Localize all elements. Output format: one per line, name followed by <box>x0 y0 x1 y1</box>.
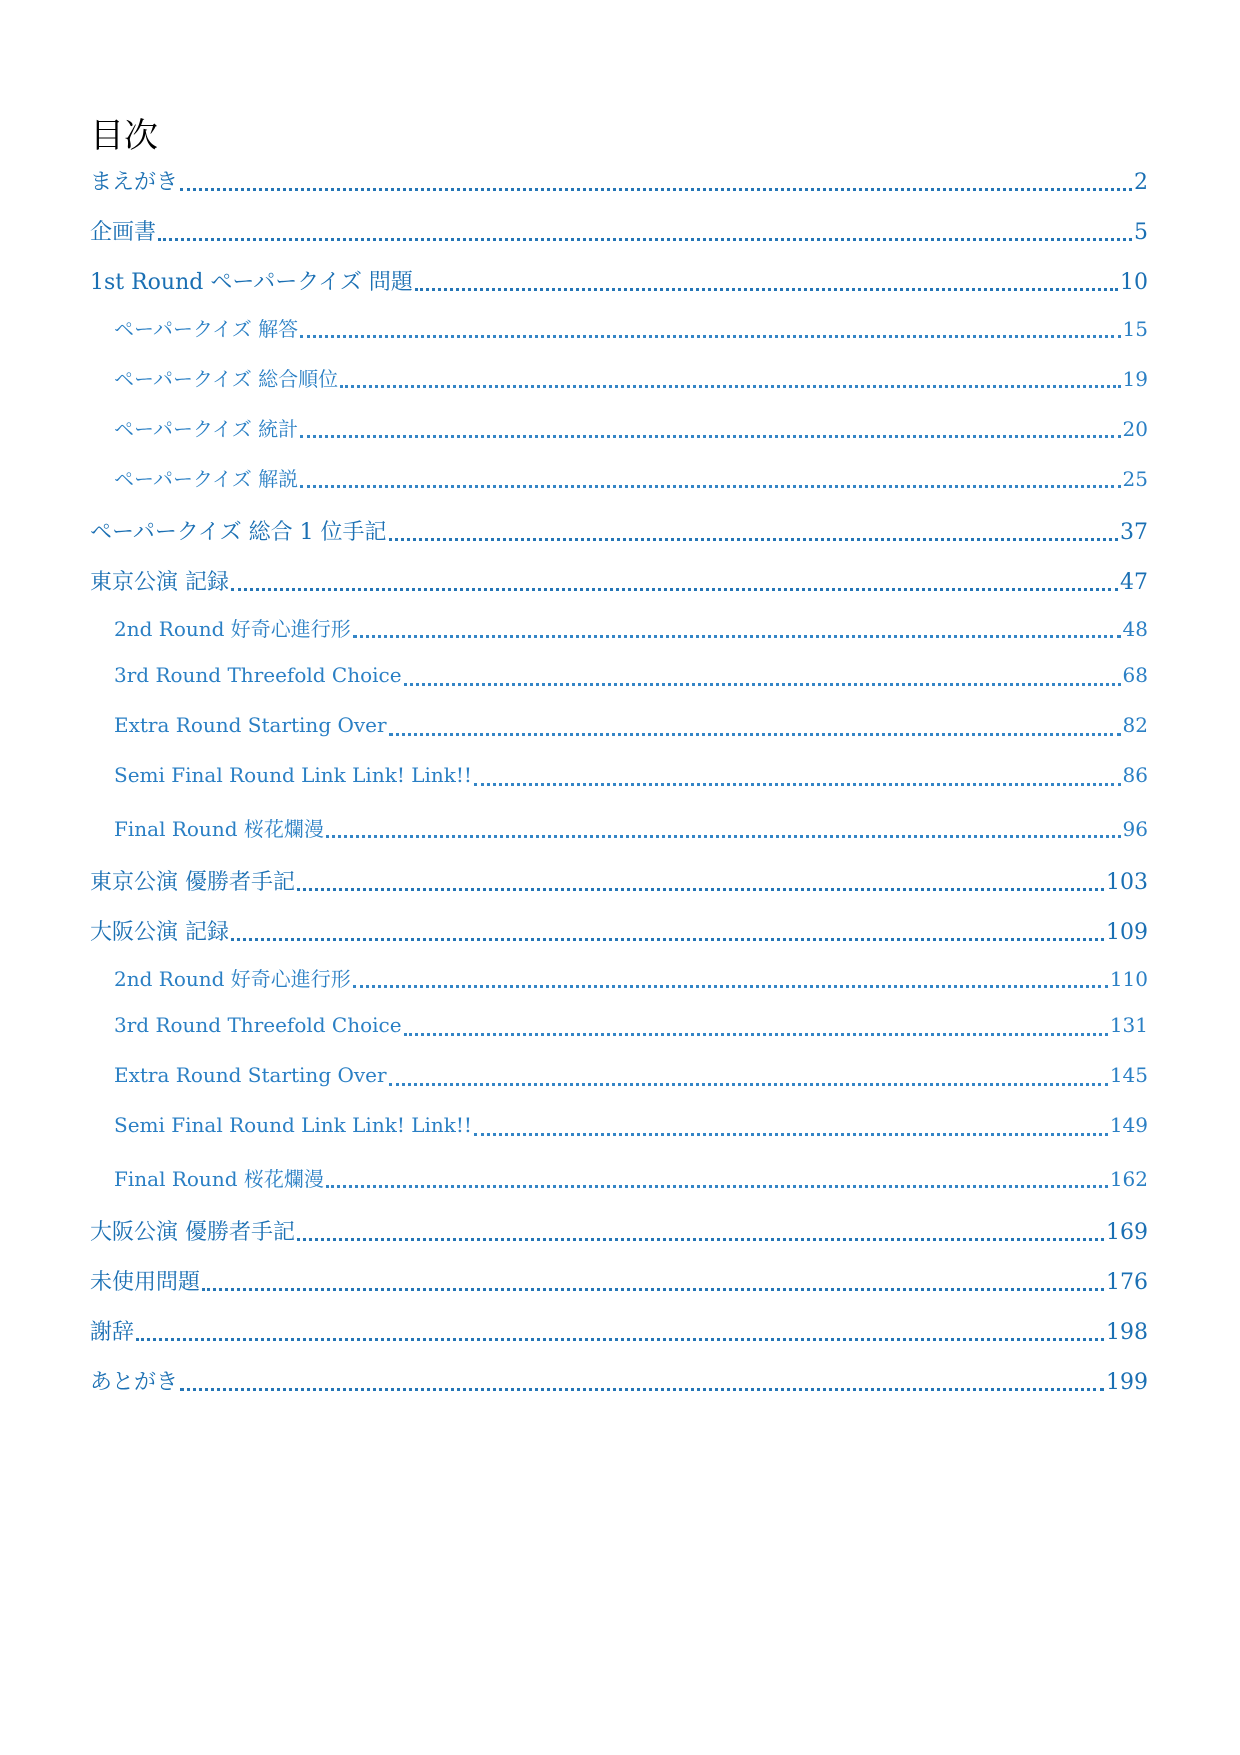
toc-entry-label: 3rd Round Threefold Choice <box>114 1013 402 1037</box>
dot-leader <box>300 335 1120 338</box>
toc-entry[interactable] <box>90 1365 1148 1396</box>
toc-entry-page: 199 <box>1106 1370 1148 1395</box>
toc-subentry[interactable] <box>114 363 1148 392</box>
toc-entry-label: ペーパークイズ 総合 1 位手記 <box>90 520 387 545</box>
toc-entry-label: 東京公演 記録 <box>90 570 229 595</box>
toc-entry-label: 3rd Round Threefold Choice <box>114 663 402 687</box>
toc-entry-page: 131 <box>1109 1013 1148 1037</box>
toc-entry-label: Semi Final Round Link Link! Link!! <box>114 1113 472 1137</box>
dot-leader <box>389 1083 1108 1086</box>
toc-entry-label: ペーパークイズ 解説 <box>114 467 299 491</box>
toc-entry-label: まえがき <box>90 170 179 195</box>
toc-entry-page: 47 <box>1120 570 1148 595</box>
toc-subentry[interactable] <box>114 813 1148 842</box>
toc-entry-label: Extra Round Starting Over <box>114 713 387 737</box>
toc-entry-page: 20 <box>1122 417 1148 441</box>
dot-leader <box>297 888 1104 891</box>
toc-entry-label: 2nd Round 好奇心進行形 <box>114 967 351 991</box>
toc-entry-page: 169 <box>1106 1220 1148 1245</box>
toc-subentry[interactable] <box>114 663 1148 687</box>
dot-leader <box>202 1288 1104 1291</box>
toc-entry[interactable] <box>90 265 1148 296</box>
toc-entry-label: 企画書 <box>90 220 157 245</box>
toc-entry[interactable] <box>90 165 1148 196</box>
dot-leader <box>297 1238 1104 1241</box>
toc-entry[interactable] <box>90 865 1148 896</box>
toc-entry-page: 37 <box>1120 520 1148 545</box>
toc-entry[interactable] <box>90 1215 1148 1246</box>
toc-entry-page: 5 <box>1134 220 1148 245</box>
toc-entry-page: 145 <box>1109 1063 1148 1087</box>
toc-entry-page: 82 <box>1122 713 1148 737</box>
toc-entry-page: 96 <box>1122 817 1148 841</box>
dot-leader <box>180 188 1132 191</box>
toc-entry[interactable] <box>90 565 1148 596</box>
toc-subentry[interactable] <box>114 763 1148 787</box>
toc-entry-label: ペーパークイズ 統計 <box>114 417 299 441</box>
toc-entry-label: 大阪公演 記録 <box>90 920 229 945</box>
toc-entry-label: 2nd Round 好奇心進行形 <box>114 617 351 641</box>
dot-leader <box>300 435 1120 438</box>
toc-entry-label: あとがき <box>90 1370 179 1395</box>
toc-entry[interactable] <box>90 515 1148 546</box>
dot-leader <box>326 835 1121 838</box>
toc-entry[interactable] <box>90 1265 1148 1296</box>
toc-subentry[interactable] <box>114 1113 1148 1137</box>
toc-entry[interactable] <box>90 915 1148 946</box>
dot-leader <box>389 733 1121 736</box>
toc-entry-label: 未使用問題 <box>90 1270 201 1295</box>
toc-entry-page: 86 <box>1122 763 1148 787</box>
dot-leader <box>300 485 1120 488</box>
toc-entry-page: 19 <box>1122 367 1148 391</box>
dot-leader <box>474 1133 1108 1136</box>
toc-entry-label: Final Round 桜花爛漫 <box>114 817 324 841</box>
dot-leader <box>404 683 1121 686</box>
toc-entry-label: ペーパークイズ 解答 <box>114 317 299 341</box>
toc-entry[interactable] <box>90 215 1148 246</box>
toc-title: 目次 <box>90 116 158 156</box>
toc-entry-page: 48 <box>1122 617 1148 641</box>
toc-entry-page: 110 <box>1109 967 1148 991</box>
toc-entry-page: 109 <box>1106 920 1148 945</box>
toc-entry-page: 176 <box>1106 1270 1148 1295</box>
dot-leader <box>415 288 1118 291</box>
dot-leader <box>474 783 1121 786</box>
toc-entry-page: 198 <box>1106 1320 1148 1345</box>
dot-leader <box>353 985 1108 988</box>
dot-leader <box>326 1185 1108 1188</box>
toc-subentry[interactable] <box>114 963 1148 992</box>
toc-subentry[interactable] <box>114 463 1148 492</box>
toc-subentry[interactable] <box>114 413 1148 442</box>
toc-entry-page: 15 <box>1122 317 1148 341</box>
toc-entry-label: Semi Final Round Link Link! Link!! <box>114 763 472 787</box>
toc-subentry[interactable] <box>114 313 1148 342</box>
dot-leader <box>340 385 1120 388</box>
toc-entry[interactable] <box>90 1315 1148 1346</box>
toc-subentry[interactable] <box>114 613 1148 642</box>
toc-entry-label: Final Round 桜花爛漫 <box>114 1167 324 1191</box>
toc-entry-label: 謝辞 <box>90 1320 135 1345</box>
toc-subentry[interactable] <box>114 1163 1148 1192</box>
toc-entry-page: 25 <box>1122 467 1148 491</box>
dot-leader <box>404 1033 1108 1036</box>
dot-leader <box>231 588 1118 591</box>
dot-leader <box>180 1388 1104 1391</box>
toc-entry-page: 103 <box>1106 870 1148 895</box>
toc-entry-label: 1st Round ペーパークイズ 問題 <box>90 270 413 295</box>
toc-entry-page: 68 <box>1122 663 1148 687</box>
toc-subentry[interactable] <box>114 1013 1148 1037</box>
toc-entry-label: 東京公演 優勝者手記 <box>90 870 295 895</box>
toc-entry-page: 149 <box>1109 1113 1148 1137</box>
dot-leader <box>231 938 1104 941</box>
dot-leader <box>136 1338 1104 1341</box>
dot-leader <box>158 238 1132 241</box>
toc-subentry[interactable] <box>114 713 1148 737</box>
toc-entry-label: Extra Round Starting Over <box>114 1063 387 1087</box>
dot-leader <box>353 635 1121 638</box>
toc-entry-page: 10 <box>1120 270 1148 295</box>
toc-entry-page: 162 <box>1109 1167 1148 1191</box>
toc-subentry[interactable] <box>114 1063 1148 1087</box>
toc-entry-label: 大阪公演 優勝者手記 <box>90 1220 295 1245</box>
dot-leader <box>389 538 1118 541</box>
toc-entry-label: ペーパークイズ 総合順位 <box>114 367 339 391</box>
toc-entry-page: 2 <box>1134 170 1148 195</box>
